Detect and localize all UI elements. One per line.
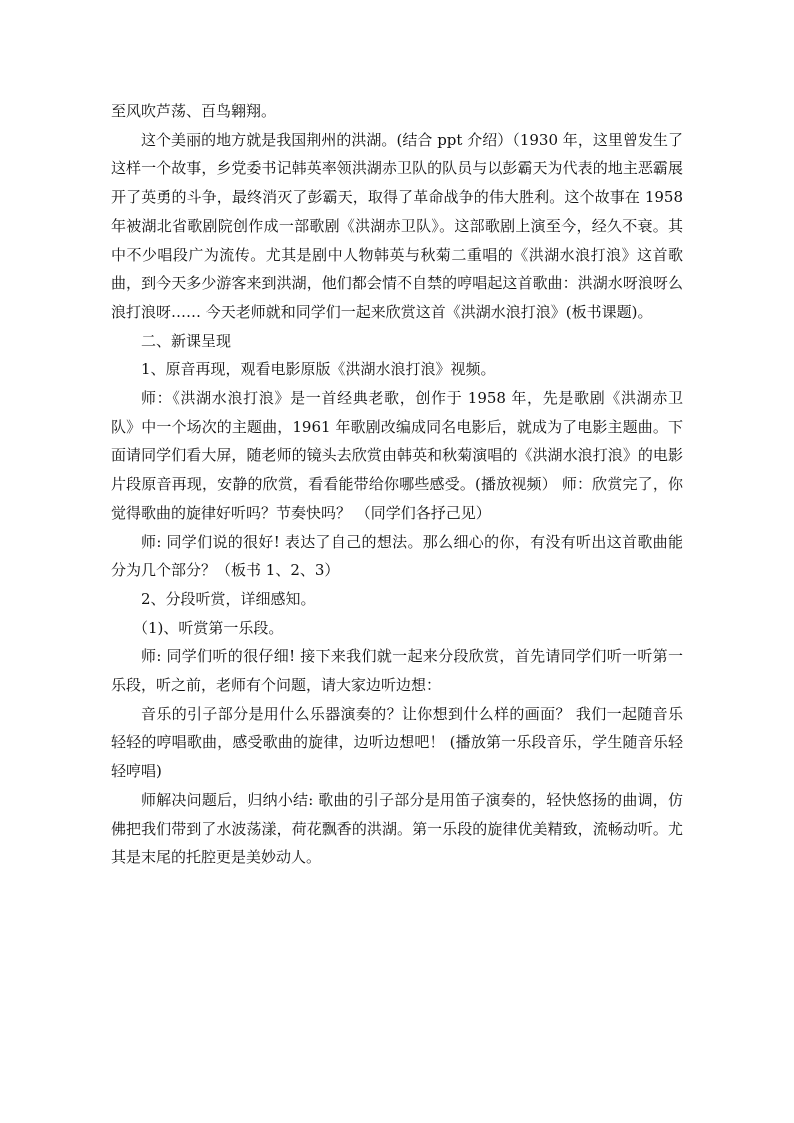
paragraph-introduction: 这个美丽的地方就是我国荆州的洪湖。(结合 ppt 介绍）（1930 年，这里曾发生了这样一个故事，乡党委书记韩英率领洪湖赤卫队的队员与以彭霸天为代表的地主恶霸展开了英勇的斗争，最终消灭了彭霸天，取得了革命战争的伟大胜利。这个故事在 1958 年被湖北省歌剧院创作成一部歌剧《洪湖赤卫队》。这部歌剧上演至今，经久不衰。其中不少唱段广为流传。尤其是剧中人物韩英与秋菊二重唱的《洪湖水浪打浪》这首歌曲，到今天多少游客来到洪湖，他们都会情不自禁的哼唱起这首歌曲：洪湖水呀浪呀么浪打浪呀…… 今天老师就和同学们一起来欣赏这首《洪湖水浪打浪》(板书课题)。 — [111, 130, 683, 321]
paragraph-summary: 师解决问题后，归纳小结: 歌曲的引子部分是用笛子演奏的，轻快悠扬的曲调，仿佛把我们带到了水波荡漾，荷花飘香的洪湖。第一乐段的旋律优美精致，流畅动听。尤其是末尾的托腔更是美妙动人。 — [111, 790, 683, 867]
step-heading-original-sound: 1、原音再现，观看电影原版《洪湖水浪打浪》视频。 — [141, 360, 496, 379]
section-heading-new-lesson: 二、新课呈现 — [141, 331, 232, 350]
paragraph-teacher-question: 师: 同学们听的很仔细! 接下来我们就一起来分段欣赏，首先请同学们听一听第一乐段，听之前，老师有个问题，请大家边听边想： — [111, 647, 683, 695]
paragraph-continuation: 至风吹芦荡、百鸟翱翔。 — [111, 102, 277, 120]
paragraph-teacher-video: 师：《洪湖水浪打浪》是一首经典老歌，创作于 1958 年，先是歌剧《洪湖赤卫队》中一个场次的主题曲，1961 年歌剧改编成同名电影后，就成为了电影主题曲。下面请同学们看大屏，随老师的镜头去欣赏由韩英和秋菊演唱的《洪湖水浪打浪》的电影片段原音再现，安静的欣赏，看看能带给你哪些感受。(播放视频） 师：欣赏完了，你觉得歌曲的旋律好听吗？节奏快吗？ （同学们各抒己见） — [111, 389, 683, 522]
sub-step-heading-first-section: （1)、听赏第一乐段。 — [133, 618, 284, 637]
document-body — [111, 97, 683, 872]
paragraph-intro-question: 音乐的引子部分是用什么乐器演奏的？让你想到什么样的画面？ 我们一起随音乐轻轻的哼唱歌曲，感受歌曲的旋律，边听边想吧！ (播放第一乐段音乐，学生随音乐轻轻哼唱) — [111, 704, 683, 781]
step-heading-segment-listening: 2、分段听赏，详细感知。 — [141, 589, 316, 608]
paragraph-teacher-praise: 师: 同学们说的很好! 表达了自己的想法。那么细心的你，有没有听出这首歌曲能分为几个部分？（板书 1、2、3） — [111, 532, 683, 580]
